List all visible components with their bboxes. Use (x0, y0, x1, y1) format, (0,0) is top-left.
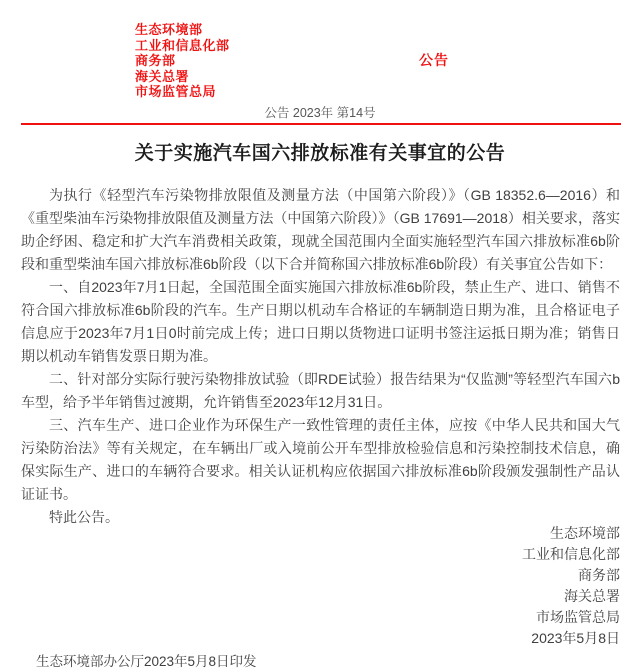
announcement-body (21, 184, 620, 529)
issuing-departments-list (135, 22, 640, 100)
department-name-miit: 工业和信息化部 (135, 37, 230, 53)
signer-mofcom: 商务部 (578, 566, 620, 583)
signer-customs: 海关总署 (564, 587, 620, 604)
signature-date: 2023年5月8日 (531, 629, 620, 646)
department-name-samr: 市场监管总局 (135, 84, 217, 99)
doc-number: 公告 2023年 第14号 (264, 105, 376, 120)
signer-samr: 市场监管总局 (536, 608, 620, 625)
paragraph-item-1: 一、自2023年7月1日起，全国范围全面实施国六排放标准6b阶段，禁止生产、进口、销售不符合国六排放标准6b阶段的汽车。生产日期以机动车合格证的车辆制造日期为准，且合格证电子信息应于2023年7月1日0时前完成上传；进口日期以货物进口证明书签注运抵日期为准；销售日期以机动车销售发票日期为准。 (21, 278, 620, 364)
document-header (0, 0, 640, 100)
department-name-mee: 生态环境部 (135, 22, 203, 37)
paragraph-item-2: 二、针对部分实际行驶污染物排放试验（即RDE试验）报告结果为“仅监测”等轻型汽车国六b车型，给予半年销售过渡期，允许销售至2023年12月31日。 (21, 370, 620, 410)
paragraph-closing: 特此公告。 (49, 508, 119, 525)
signature-block (0, 523, 620, 649)
header-divider-rule (21, 123, 621, 125)
paragraph-item-3: 三、汽车生产、进口企业作为环保生产一致性管理的责任主体，应按《中华人民共和国大气污染防治法》等有关规定，在车辆出厂或入境前公开车型排放检验信息和污染控制技术信息，确保实际生产、进口的车辆符合要求。相关认证机构应依据国六排放标准6b阶段颁发强制性产品认证证书。 (21, 416, 620, 502)
signer-mee: 生态环境部 (550, 524, 620, 541)
announcement-title: 关于实施汽车国六排放标准有关事宜的公告 (134, 142, 506, 164)
doc-type-label: 公告 (419, 52, 449, 68)
paragraph-intro: 为执行《轻型汽车污染物排放限值及测量方法（中国第六阶段）》（GB 18352.6—2016）和《重型柴油车污染物排放限值及测量方法（中国第六阶段）》（GB 17691—2018）相关要求，落实助企纾困、稳定和扩大汽车消费相关政策，现就全国范围内全面实施轻型汽车国六排放标准6b阶段和重型柴油车国六排放标准6b阶段（以下合并简称国六排放标准6b阶段）有关事宜公告如下： (21, 186, 620, 272)
department-name-mofcom: 商务部 (135, 53, 176, 68)
imprint-note: 生态环境部办公厅2023年5月8日印发 (36, 653, 257, 669)
signer-miit: 工业和信息化部 (522, 545, 620, 562)
department-name-customs: 海关总署 (135, 68, 190, 84)
